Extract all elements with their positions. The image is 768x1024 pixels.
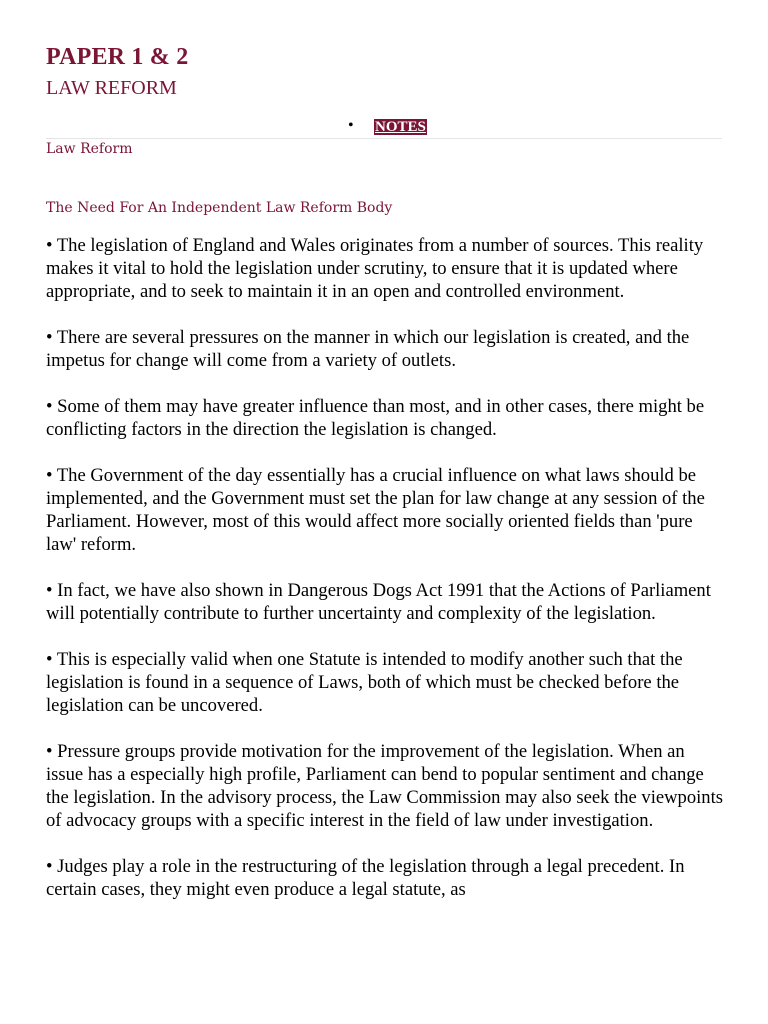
paragraph: • Judges play a role in the restructuring of the legislation through a legal precedent. In certain cases, they might even produce a legal statute, as: [46, 856, 685, 900]
page-subtitle: LAW REFORM: [46, 77, 177, 99]
paragraph: • The legislation of England and Wales originates from a number of sources. This reality makes it vital to hold the legislation under scrutiny, to ensure that it is updated where appropriate, and to seek to maintain it in an open and controlled environment.: [46, 235, 704, 302]
paragraph: • The Government of the day essentially has a crucial influence on what laws should be implemented, and the Government must set the plan for law change at any session of the Parliament. However, most of this would affect more socially oriented fields than 'pure law' reform.: [46, 465, 705, 555]
paragraph: • Some of them may have greater influence than most, and in other cases, there might be conflicting factors in the direction the legislation is changed.: [46, 396, 705, 440]
paragraph: • There are several pressures on the manner in which our legislation is created, and the impetus for change will come from a variety of outlets.: [46, 327, 690, 371]
section-label: Law Reform: [46, 141, 133, 157]
page-title: PAPER 1 & 2: [46, 44, 189, 70]
paragraph: • Pressure groups provide motivation for the improvement of the legislation. When an issue has a especially high profile, Parliament can bend to popular sentiment and change the legislation. In the advisory process, the Law Commission may also seek the viewpoints of advocacy groups with a specific interest in the field of law under investigation.: [46, 741, 724, 831]
body-text: [46, 234, 726, 924]
paragraph: • In fact, we have also shown in Dangerous Dogs Act 1991 that the Actions of Parliament will potentially contribute to further uncertainty and complexity of the legislation.: [46, 580, 711, 624]
section-heading: The Need For An Independent Law Reform Body: [46, 200, 393, 216]
notes-link[interactable]: NOTES: [375, 119, 426, 135]
paragraph: • This is especially valid when one Statute is intended to modify another such that the legislation is found in a sequence of Laws, both of which must be checked before the legislation can be uncovered.: [46, 649, 683, 716]
nav-bullet: •: [348, 117, 354, 134]
notes-nav: [46, 116, 722, 139]
